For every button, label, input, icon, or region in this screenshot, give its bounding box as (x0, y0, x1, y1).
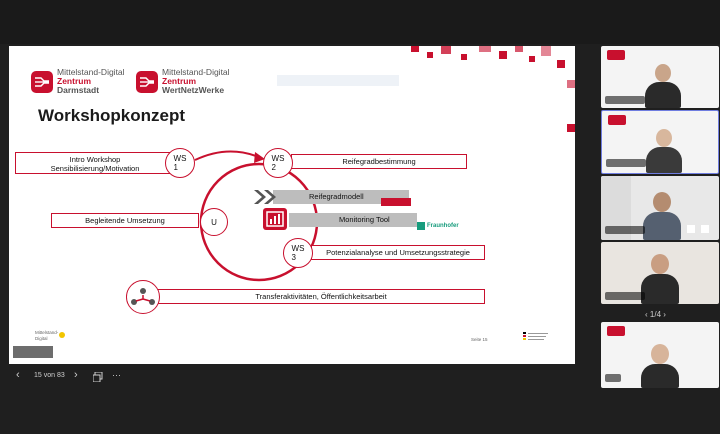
ws3-label-box: Potenzialanalyse und Umsetzungsstrategie (311, 245, 485, 260)
more-options-button[interactable]: ··· (112, 370, 121, 380)
copy-icon[interactable] (93, 372, 103, 384)
logo1-line1: Mittelstand-Digital (57, 67, 125, 77)
mic-icon (687, 225, 695, 233)
tile-logo-icon (607, 50, 625, 60)
chevron-arrows-icon (252, 188, 282, 206)
avatar-body (645, 82, 681, 108)
prev-slide-button[interactable]: ‹ (16, 369, 20, 381)
shared-slide (9, 46, 575, 364)
logo2-line2: Zentrum (162, 76, 196, 86)
avatar-body (646, 147, 682, 173)
gallery-page-indicator: 1/4 (649, 310, 662, 319)
avatar (651, 344, 669, 364)
footer-logo-text: Mittelstand- Digital (35, 330, 59, 341)
ws3-circle: WS 3 (283, 238, 313, 268)
tile-logo-icon (608, 115, 626, 125)
avatar-body (643, 212, 681, 240)
avatar (656, 129, 672, 147)
begleitende-umsetzung-box: Begleitende Umsetzung (51, 213, 199, 228)
page-number: Seite 15 (471, 337, 488, 342)
fraunhofer-mark-icon (417, 222, 425, 230)
network-people-icon (126, 280, 160, 314)
cycle-arrow (195, 151, 261, 160)
tile-logo-icon (607, 326, 625, 336)
participant-tile-2-active[interactable] (601, 110, 719, 174)
u-circle: U (200, 208, 228, 236)
logo2-line3: WertNetzWerke (162, 85, 225, 95)
slide-title: Workshopkonzept (38, 106, 186, 125)
participant-name-label (605, 96, 645, 104)
avatar-body (641, 274, 679, 304)
meeting-top-bar (0, 0, 720, 44)
footer-dot-icon (59, 332, 65, 338)
avatar (653, 192, 671, 212)
slide-viewer-toolbar (0, 366, 600, 390)
participant-tile-4[interactable] (601, 242, 719, 304)
avatar-body (641, 364, 679, 388)
transfer-box: Transferaktivitäten, Öffentlichkeitsarbeit (157, 289, 485, 304)
fraunhofer-logo (417, 222, 459, 230)
logo1-line2: Zentrum (57, 76, 91, 86)
gallery-prev-button[interactable]: ‹ (645, 310, 650, 319)
page-counter: 15 von 83 (34, 372, 65, 379)
ws2-circle: WS 2 (263, 148, 293, 178)
participant-name-label (606, 159, 646, 167)
logo2-line1: Mittelstand-Digital (162, 67, 230, 77)
participant-name-label (605, 226, 645, 234)
next-slide-button[interactable]: › (74, 369, 78, 381)
ws2-label-box: Reifegradbestimmung (291, 154, 467, 169)
participant-name-label (605, 374, 621, 382)
participant-name-label (605, 292, 645, 300)
logo1-line3: Darmstadt (57, 85, 100, 95)
participant-tile-3[interactable] (601, 176, 719, 240)
cycle-diagram (9, 46, 575, 364)
fraunhofer-text: Fraunhofer (427, 223, 459, 229)
pin-icon (701, 225, 709, 233)
avatar (655, 64, 671, 82)
gallery-pager (645, 310, 666, 319)
monitoring-chart-icon (263, 208, 287, 230)
reifegradmodell-bar: Reifegradmodell (273, 190, 409, 204)
monitoring-tool-bar: Monitoring Tool (289, 213, 417, 227)
bmwi-logo-icon (523, 330, 553, 350)
footer-gray-block (13, 346, 53, 358)
ws1-circle: WS 1 (165, 148, 195, 178)
red-accent-bar (381, 198, 411, 206)
participant-tile-5[interactable] (601, 322, 719, 388)
ws1-label-box: Intro Workshop Sensibilisierung/Motivation (15, 152, 175, 174)
participant-tile-1[interactable] (601, 46, 719, 108)
avatar (651, 254, 669, 274)
gallery-next-button[interactable]: › (661, 310, 666, 319)
